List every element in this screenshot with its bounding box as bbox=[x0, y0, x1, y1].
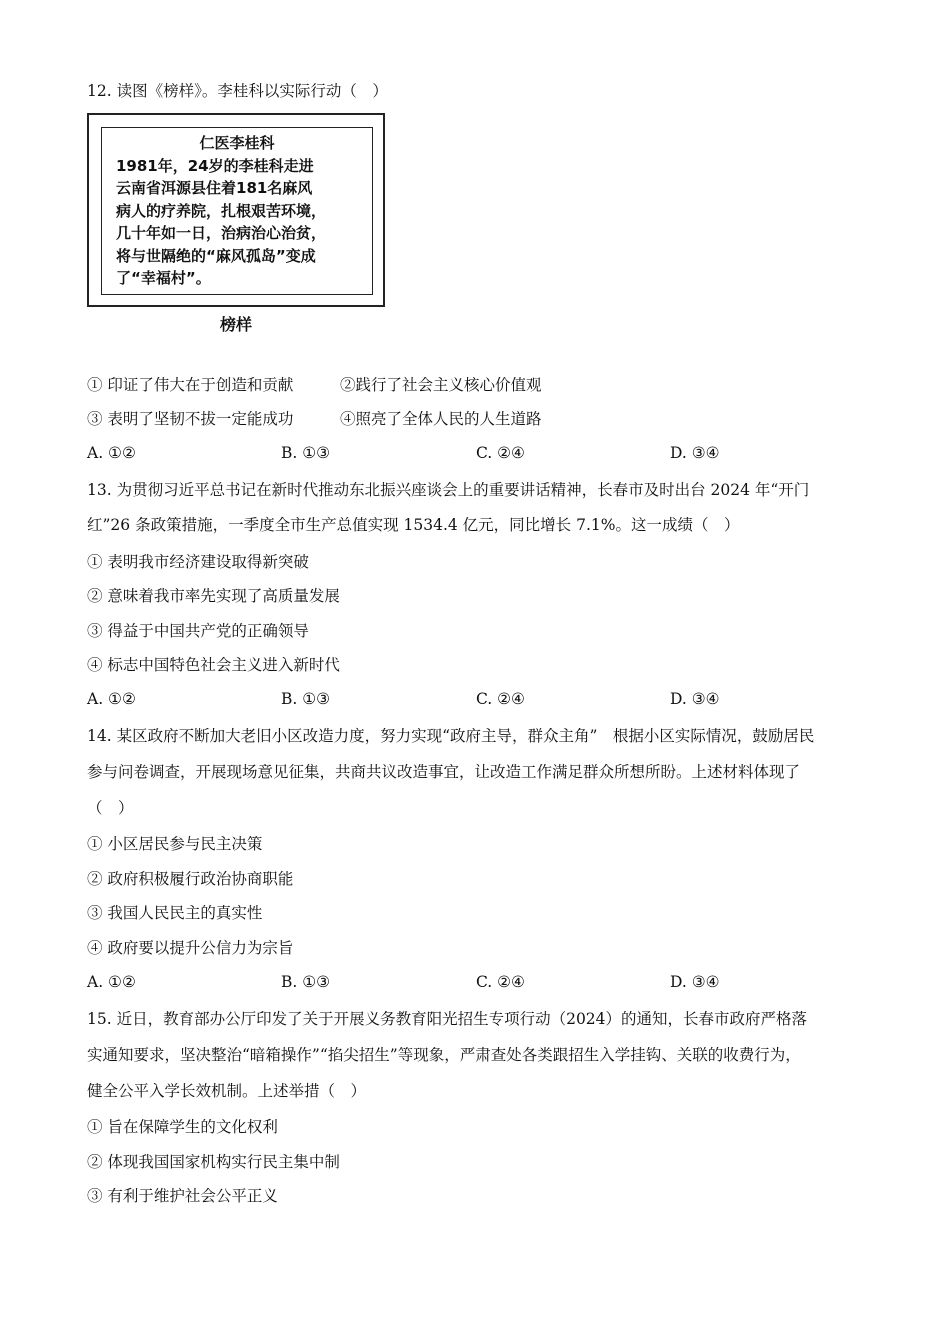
figure-caption: 榜样 bbox=[219, 315, 252, 334]
q13-item-1: ① 表明我市经济建设取得新突破 bbox=[87, 553, 309, 571]
q13-item-2: ② 意味着我市率先实现了高质量发展 bbox=[87, 587, 340, 605]
choice-a[interactable]: A. ①② bbox=[87, 690, 136, 708]
q13-stem-line-2: 红”26 条政策措施，一季度全市生产总值实现 1534.4 亿元，同比增长 7.1%。这一成绩（ ） bbox=[87, 516, 740, 534]
choice-b[interactable]: B. ①③ bbox=[281, 444, 331, 462]
q12-figure-frame bbox=[101, 127, 373, 295]
figure-title: 仁医李桂科 bbox=[199, 134, 275, 152]
figure-line: 云南省洱源县住着181名麻风 bbox=[116, 179, 313, 197]
q14-item-1: ① 小区居民参与民主决策 bbox=[87, 835, 263, 853]
choice-b[interactable]: B. ①③ bbox=[281, 973, 331, 991]
q13-item-4: ④ 标志中国特色社会主义进入新时代 bbox=[87, 656, 340, 674]
q15-stem-line-1: 15. 近日，教育部办公厅印发了关于开展义务教育阳光招生专项行动（2024）的通知，长春市政府严格落 bbox=[87, 1010, 808, 1028]
q13-stem-line-1: 13. 为贯彻习近平总书记在新时代推动东北振兴座谈会上的重要讲话精神，长春市及时出台 2024 年“开门 bbox=[87, 481, 810, 499]
choice-d[interactable]: D. ③④ bbox=[670, 973, 720, 991]
q14-choices bbox=[87, 971, 877, 993]
q14-item-3: ③ 我国人民民主的真实性 bbox=[87, 904, 263, 922]
figure-line: 将与世隔绝的“麻风孤岛”变成 bbox=[116, 246, 316, 265]
q12-item-1: ① 印证了伟大在于创造和贡献 bbox=[87, 376, 294, 394]
q14-item-2: ② 政府积极履行政治协商职能 bbox=[87, 870, 294, 888]
q15-item-1: ① 旨在保障学生的文化权利 bbox=[87, 1118, 278, 1136]
q15-item-3: ③ 有利于维护社会公平正义 bbox=[87, 1187, 278, 1205]
q12-item-2: ②践行了社会主义核心价值观 bbox=[340, 376, 542, 394]
q13-item-3: ③ 得益于中国共产党的正确领导 bbox=[87, 622, 309, 640]
choice-d[interactable]: D. ③④ bbox=[670, 690, 720, 708]
q14-stem-line-3: （ ） bbox=[87, 799, 134, 817]
q14-item-4: ④ 政府要以提升公信力为宗旨 bbox=[87, 939, 294, 957]
choice-c[interactable]: C. ②④ bbox=[476, 973, 525, 991]
q15-item-2: ② 体现我国国家机构实行民主集中制 bbox=[87, 1153, 340, 1171]
q12-choices bbox=[87, 442, 877, 464]
figure-line: 1981年，24岁的李桂科走进 bbox=[116, 156, 314, 175]
q12-stem: 12. 读图《榜样》。李桂科以实际行动（ ） bbox=[87, 82, 388, 100]
choice-a[interactable]: A. ①② bbox=[87, 444, 136, 462]
figure-line: 病人的疗养院，扎根艰苦环境， bbox=[116, 201, 327, 220]
choice-c[interactable]: C. ②④ bbox=[476, 444, 525, 462]
q15-stem-line-3: 健全公平入学长效机制。上述举措（ ） bbox=[87, 1082, 367, 1100]
choice-b[interactable]: B. ①③ bbox=[281, 690, 331, 708]
q14-stem-line-2: 参与问卷调查，开展现场意见征集，共商共议改造事宜，让改造工作满足群众所想所盼。上述材料体现了 bbox=[87, 763, 801, 781]
figure-line: 了“幸福村”。 bbox=[116, 269, 211, 287]
q12-item-3: ③ 表明了坚韧不拔一定能成功 bbox=[87, 410, 294, 428]
figure-line: 几十年如一日，治病治心治贫， bbox=[116, 224, 327, 242]
q12-figure bbox=[87, 113, 385, 307]
q13-choices bbox=[87, 688, 877, 710]
q15-stem-line-2: 实通知要求，坚决整治“暗箱操作”“掐尖招生”等现象，严肃查处各类跟招生入学挂钩、关联的收费行为， bbox=[87, 1046, 801, 1064]
choice-c[interactable]: C. ②④ bbox=[476, 690, 525, 708]
choice-a[interactable]: A. ①② bbox=[87, 973, 136, 991]
q12-item-4: ④照亮了全体人民的人生道路 bbox=[340, 410, 542, 428]
q14-stem-line-1: 14. 某区政府不断加大老旧小区改造力度，努力实现“政府主导，群众主角” 根据小区实际情况，鼓励居民 bbox=[87, 727, 815, 745]
choice-d[interactable]: D. ③④ bbox=[670, 444, 720, 462]
